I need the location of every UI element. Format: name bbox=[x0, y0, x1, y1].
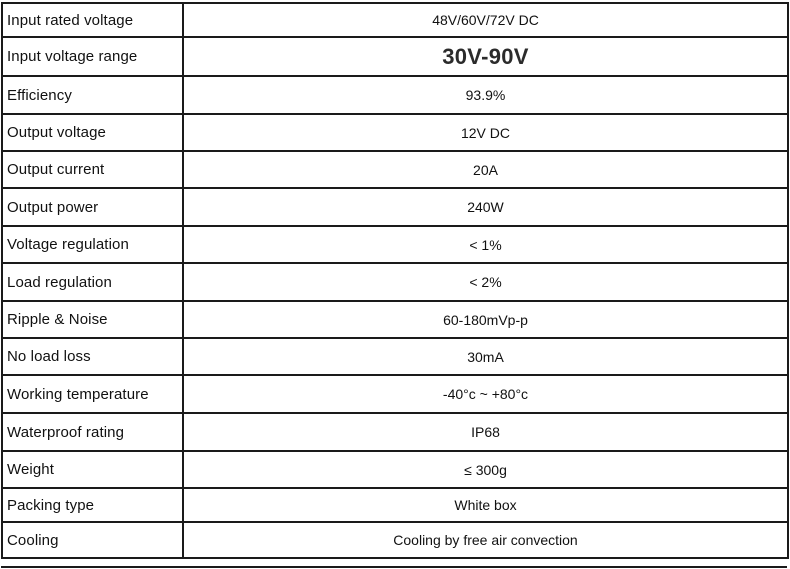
spec-value: 30mA bbox=[183, 338, 788, 375]
specification-table-body bbox=[2, 3, 788, 558]
spec-value: < 1% bbox=[183, 226, 788, 263]
spec-row-load-regulation bbox=[2, 263, 788, 301]
spec-row-efficiency bbox=[2, 76, 788, 114]
spec-value: 12V DC bbox=[183, 114, 788, 151]
spec-row-waterproof-rating bbox=[2, 413, 788, 451]
spec-label: Ripple & Noise bbox=[2, 301, 183, 338]
spec-row-working-temperature bbox=[2, 375, 788, 413]
spec-row-cooling bbox=[2, 522, 788, 558]
spec-label: Voltage regulation bbox=[2, 226, 183, 263]
spec-label: Efficiency bbox=[2, 76, 183, 114]
spec-value: Cooling by free air convection bbox=[183, 522, 788, 558]
spec-label: Weight bbox=[2, 451, 183, 488]
spec-label: No load loss bbox=[2, 338, 183, 375]
spec-row-ripple-noise bbox=[2, 301, 788, 338]
spec-label: Output power bbox=[2, 188, 183, 226]
spec-value: 20A bbox=[183, 151, 788, 188]
spec-value: < 2% bbox=[183, 263, 788, 301]
spec-value-emphasized: 30V-90V bbox=[183, 37, 788, 76]
spec-row-input-rated-voltage bbox=[2, 3, 788, 37]
spec-label: Load regulation bbox=[2, 263, 183, 301]
spec-row-input-voltage-range bbox=[2, 37, 788, 76]
spec-value: 93.9% bbox=[183, 76, 788, 114]
spec-value: White box bbox=[183, 488, 788, 522]
spec-row-no-load-loss bbox=[2, 338, 788, 375]
spec-row-packing-type bbox=[2, 488, 788, 522]
spec-value: 240W bbox=[183, 188, 788, 226]
spec-value: -40°c ~ +80°c bbox=[183, 375, 788, 413]
spec-label: Cooling bbox=[2, 522, 183, 558]
spec-label: Packing type bbox=[2, 488, 183, 522]
spec-row-weight bbox=[2, 451, 788, 488]
spec-value: IP68 bbox=[183, 413, 788, 451]
spec-label: Input voltage range bbox=[2, 37, 183, 76]
spec-row-output-power bbox=[2, 188, 788, 226]
spec-label: Output current bbox=[2, 151, 183, 188]
spec-value: 60-180mVp-p bbox=[183, 301, 788, 338]
spec-value: 48V/60V/72V DC bbox=[183, 3, 788, 37]
spec-label: Working temperature bbox=[2, 375, 183, 413]
spec-row-output-current bbox=[2, 151, 788, 188]
spec-value: ≤ 300g bbox=[183, 451, 788, 488]
spec-label: Input rated voltage bbox=[2, 3, 183, 37]
specification-table bbox=[1, 2, 789, 559]
spec-label: Output voltage bbox=[2, 114, 183, 151]
spec-row-voltage-regulation bbox=[2, 226, 788, 263]
spec-label: Waterproof rating bbox=[2, 413, 183, 451]
spec-row-output-voltage bbox=[2, 114, 788, 151]
bottom-divider bbox=[1, 566, 787, 568]
